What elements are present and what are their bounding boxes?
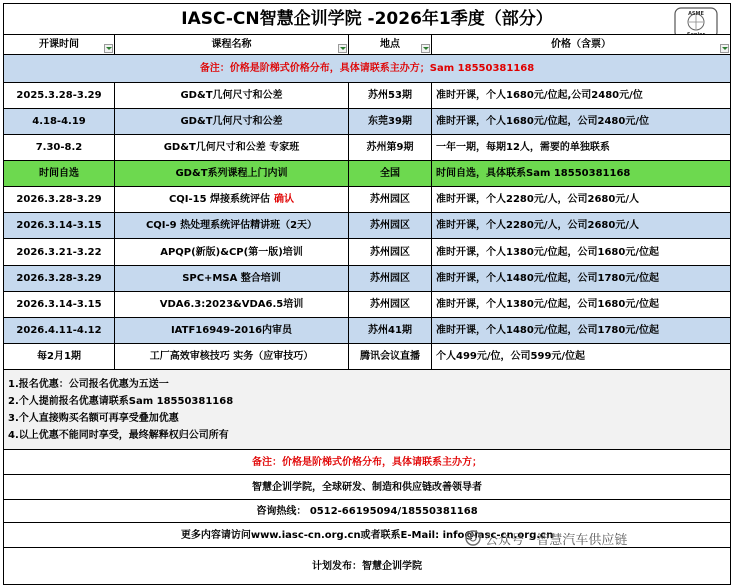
training-schedule-sheet xyxy=(3,3,731,585)
course-name-cell xyxy=(115,239,349,265)
table-row xyxy=(4,344,731,370)
table-row xyxy=(4,160,731,186)
course-date: 2026.4.11-4.12 xyxy=(4,317,115,343)
course-name: GD&T系列课程上门内训 xyxy=(175,168,288,180)
course-price: 时间自选，具体联系Sam 18550381168 xyxy=(432,160,731,186)
course-name: GD&T几何尺寸和公差 专家班 xyxy=(163,141,300,153)
sheet-title-cell xyxy=(4,4,731,38)
course-name-cell xyxy=(115,134,349,160)
table-row xyxy=(4,317,731,343)
filter-dropdown-icon[interactable] xyxy=(421,44,430,53)
course-date: 2026.3.28-3.29 xyxy=(4,265,115,291)
course-date: 2026.3.28-3.29 xyxy=(4,187,115,213)
header-date-cell xyxy=(4,35,115,55)
filter-dropdown-icon[interactable] xyxy=(104,44,113,53)
footer-hotline: 咨询热线： 0512-66195094/18550381168 xyxy=(4,500,731,523)
course-name-cell xyxy=(115,213,349,239)
course-name: SPC+MSA 整合培训 xyxy=(182,272,281,284)
course-name-cell xyxy=(115,317,349,343)
course-date: 每2月1期 xyxy=(4,344,115,370)
table-row xyxy=(4,82,731,108)
course-location: 全国 xyxy=(349,160,432,186)
course-price: 准时开课，个人2280元/人，公司2680元/人 xyxy=(432,213,731,239)
footer-tagline: 智慧企训学院，全球研发、制造和供应链改善领导者 xyxy=(4,475,731,500)
course-name-cell xyxy=(115,82,349,108)
course-price: 一年一期，每期12人，需要的单独联系 xyxy=(432,134,731,160)
course-name-cell xyxy=(115,187,349,213)
header-price: 价格（含票） xyxy=(551,39,612,51)
svg-text:Senior: Senior xyxy=(686,32,706,38)
course-name-cell xyxy=(115,291,349,317)
course-name: CQI-15 焊接系统评估 xyxy=(168,194,271,206)
table-row xyxy=(4,187,731,213)
course-date: 4.18-4.19 xyxy=(4,108,115,134)
price-note: 备注：价格是阶梯式价格分布，具体请联系主办方；Sam 18550381168 xyxy=(4,55,731,82)
course-price: 准时开课，个人1380元/位起，公司1680元/位起 xyxy=(432,291,731,317)
course-date: 7.30-8.2 xyxy=(4,134,115,160)
course-location: 苏州第9期 xyxy=(349,134,432,160)
footer-more-info: 更多内容请访问www.iasc-cn.org.cn或者联系E-Mail: info@iasc-cn.org.cn xyxy=(4,523,731,548)
course-name-cell xyxy=(115,160,349,186)
confirm-tag: 确认 xyxy=(274,194,295,206)
header-location-cell xyxy=(349,35,432,55)
offers-block xyxy=(4,370,731,450)
table-row xyxy=(4,213,731,239)
asme-logo xyxy=(674,7,718,38)
course-price: 准时开课，个人1480元/位起，公司1780元/位起 xyxy=(432,317,731,343)
course-name: CQI-9 热处理系统评估精讲班（2天） xyxy=(145,220,318,232)
course-name: APQP(新版)&CP(第一版)培训 xyxy=(160,246,303,258)
offer-line: 1.报名优惠：公司报名优惠为五送一 xyxy=(8,378,169,390)
table-row xyxy=(4,291,731,317)
course-location: 苏州园区 xyxy=(349,265,432,291)
header-price-cell xyxy=(432,35,731,55)
course-name: 工厂高效审核技巧 实务（应审技巧） xyxy=(149,351,314,363)
course-price: 准时开课，个人1680元/位起，公司2480元/位 xyxy=(432,108,731,134)
table-row xyxy=(4,134,731,160)
table-row xyxy=(4,239,731,265)
offer-line: 2.个人提前报名优惠请联系Sam 18550381168 xyxy=(8,395,234,407)
course-location: 苏州园区 xyxy=(349,187,432,213)
page-title: IASC-CN智慧企训学院 -2026年1季度（部分） xyxy=(181,8,553,29)
table-row xyxy=(4,108,731,134)
course-table-body xyxy=(4,82,731,370)
filter-dropdown-icon[interactable] xyxy=(338,44,347,53)
course-location: 东莞39期 xyxy=(349,108,432,134)
course-name: VDA6.3:2023&VDA6.5培训 xyxy=(159,298,304,310)
watermark-text: 公众号 · 智慧汽车供应链 xyxy=(485,532,628,548)
table-row xyxy=(4,265,731,291)
header-location: 地点 xyxy=(380,39,400,51)
svg-text:ASME: ASME xyxy=(688,11,704,17)
price-note-2: 备注：价格是阶梯式价格分布，具体请联系主办方； xyxy=(4,449,731,474)
course-name: GD&T几何尺寸和公差 xyxy=(180,115,283,127)
course-date: 2025.3.28-3.29 xyxy=(4,82,115,108)
header-course-cell xyxy=(115,35,349,55)
course-location: 腾讯会议直播 xyxy=(349,344,432,370)
course-location: 苏州41期 xyxy=(349,317,432,343)
course-price: 个人499元/位，公司599元/位起 xyxy=(432,344,731,370)
course-date: 2026.3.21-3.22 xyxy=(4,239,115,265)
course-location: 苏州园区 xyxy=(349,213,432,239)
watermark xyxy=(465,525,725,551)
course-name: IATF16949-2016内审员 xyxy=(170,324,293,336)
offer-line: 3.个人直接购买名额可再享受叠加优惠 xyxy=(8,412,179,424)
header-course: 课程名称 xyxy=(211,39,252,51)
course-price: 准时开课，个人1480元/位起，公司1780元/位起 xyxy=(432,265,731,291)
course-name: GD&T几何尺寸和公差 xyxy=(180,89,283,101)
course-location: 苏州园区 xyxy=(349,291,432,317)
course-location: 苏州53期 xyxy=(349,82,432,108)
course-date: 时间自选 xyxy=(4,160,115,186)
wechat-icon xyxy=(465,530,481,546)
course-price: 准时开课，个人1680元/位起,公司2480元/位 xyxy=(432,82,731,108)
course-name-cell xyxy=(115,344,349,370)
course-date: 2026.3.14-3.15 xyxy=(4,213,115,239)
header-date: 开课时间 xyxy=(39,39,79,51)
course-name-cell xyxy=(115,108,349,134)
course-name-cell xyxy=(115,265,349,291)
course-location: 苏州园区 xyxy=(349,239,432,265)
header-row xyxy=(4,35,731,55)
offer-line: 4.以上优惠不能同时享受，最终解释权归公司所有 xyxy=(8,429,229,441)
course-price: 准时开课，个人2280元/人，公司2680元/人 xyxy=(432,187,731,213)
footer-publisher: 计划发布：智慧企训学院 xyxy=(4,548,731,585)
filter-dropdown-icon[interactable] xyxy=(720,44,729,53)
course-date: 2026.3.14-3.15 xyxy=(4,291,115,317)
course-price: 准时开课，个人1380元/位起，公司1680元/位起 xyxy=(432,239,731,265)
